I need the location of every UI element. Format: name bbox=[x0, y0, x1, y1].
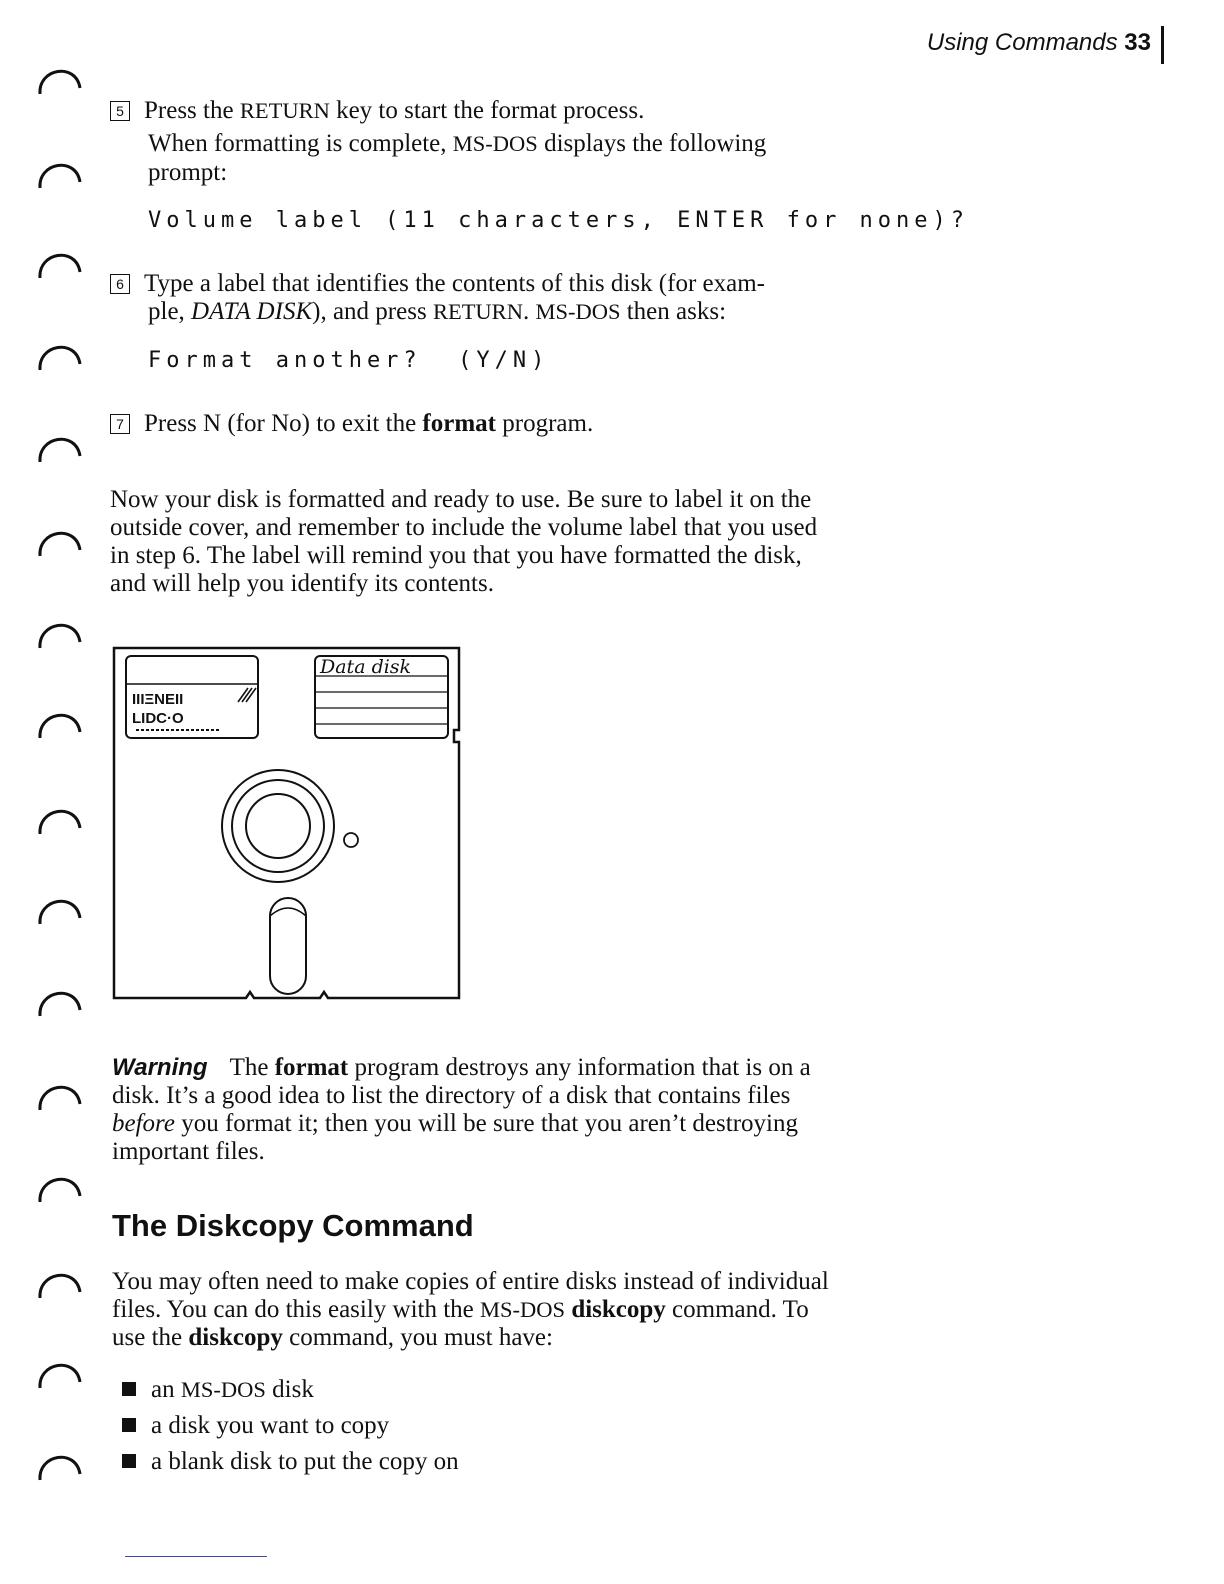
binder-hole-icon bbox=[32, 1262, 88, 1302]
bullet-square-icon bbox=[122, 1418, 136, 1432]
binder-hole-icon bbox=[32, 1166, 88, 1206]
binder-hole-icon bbox=[32, 1074, 88, 1114]
requirements-list bbox=[122, 1374, 459, 1482]
step-number-badge: 7 bbox=[110, 414, 130, 434]
handwritten-label: Data disk bbox=[320, 656, 412, 678]
step-7: 7 Press N (for No) to exit the format program. bbox=[110, 409, 870, 438]
step-6-line-2: ple, DATA DISK), and press RETURN. MS-DOS then asks: bbox=[148, 298, 727, 325]
bullet-square-icon bbox=[122, 1382, 136, 1396]
binder-hole-icon bbox=[32, 702, 88, 742]
list-item: an MS-DOS disk bbox=[122, 1374, 459, 1410]
section-heading: The Diskcopy Command bbox=[112, 1208, 474, 1243]
step-5: 5 Press the RETURN key to start the format process. bbox=[110, 96, 870, 125]
step-number-badge: 5 bbox=[110, 101, 130, 121]
header-title: Using Commands bbox=[926, 29, 1118, 56]
footer-rule bbox=[125, 1556, 267, 1557]
warning-label: Warning bbox=[112, 1054, 208, 1081]
list-item: a blank disk to put the copy on bbox=[122, 1446, 459, 1482]
diskcopy-intro: You may often need to make copies of entire disks instead of individual files. You can do this easily with the MS-DOS diskcopy command. To use the diskcopy command, you must have: bbox=[112, 1268, 829, 1351]
binder-hole-icon bbox=[32, 888, 88, 928]
binder-hole-icon bbox=[32, 426, 88, 466]
binder-hole-icon bbox=[32, 58, 88, 98]
step-number-badge: 6 bbox=[110, 274, 130, 294]
list-item: a disk you want to copy bbox=[122, 1410, 459, 1446]
binder-hole-icon bbox=[32, 1352, 88, 1392]
page-number: 33 bbox=[1124, 29, 1151, 56]
binder-holes bbox=[32, 0, 92, 1584]
binder-hole-icon bbox=[32, 612, 88, 652]
binder-hole-icon bbox=[32, 334, 88, 374]
binder-hole-icon bbox=[32, 1444, 88, 1484]
label-logo-line-1: IIIΞΝΕΙΙ bbox=[132, 691, 184, 708]
running-header bbox=[927, 26, 1164, 64]
step-6: 6 Type a label that identifies the contents of this disk (for exam- bbox=[110, 269, 870, 298]
key-name: RETURN bbox=[239, 98, 330, 123]
floppy-disk-illustration bbox=[110, 644, 464, 1004]
ready-paragraph: Now your disk is formatted and ready to use. Be sure to label it on the outside cover, and remember to include the volume label that you used in step 6. The label will remind you that you have formatted the disk, and will help you identify its contents. bbox=[110, 486, 818, 597]
binder-hole-icon bbox=[32, 798, 88, 838]
binder-hole-icon bbox=[32, 980, 88, 1020]
label-logo-line-2: LIDC·O bbox=[132, 710, 184, 727]
warning-paragraph: Warning The format program destroys any information that is on a disk. It’s a good idea to list the directory of a disk that contains files before you format it; then you will be sure that you aren’t destroying important files. bbox=[112, 1054, 811, 1165]
binder-hole-icon bbox=[32, 520, 88, 560]
step-5-detail: When formatting is complete, MS-DOS displays the following prompt: bbox=[148, 130, 767, 186]
binder-hole-icon bbox=[32, 152, 88, 192]
format-another-prompt: Format another? (Y/N) bbox=[148, 348, 550, 373]
bullet-square-icon bbox=[122, 1454, 136, 1468]
volume-label-prompt: Volume label (11 characters, ENTER for none)? bbox=[148, 208, 970, 233]
binder-hole-icon bbox=[32, 242, 88, 282]
